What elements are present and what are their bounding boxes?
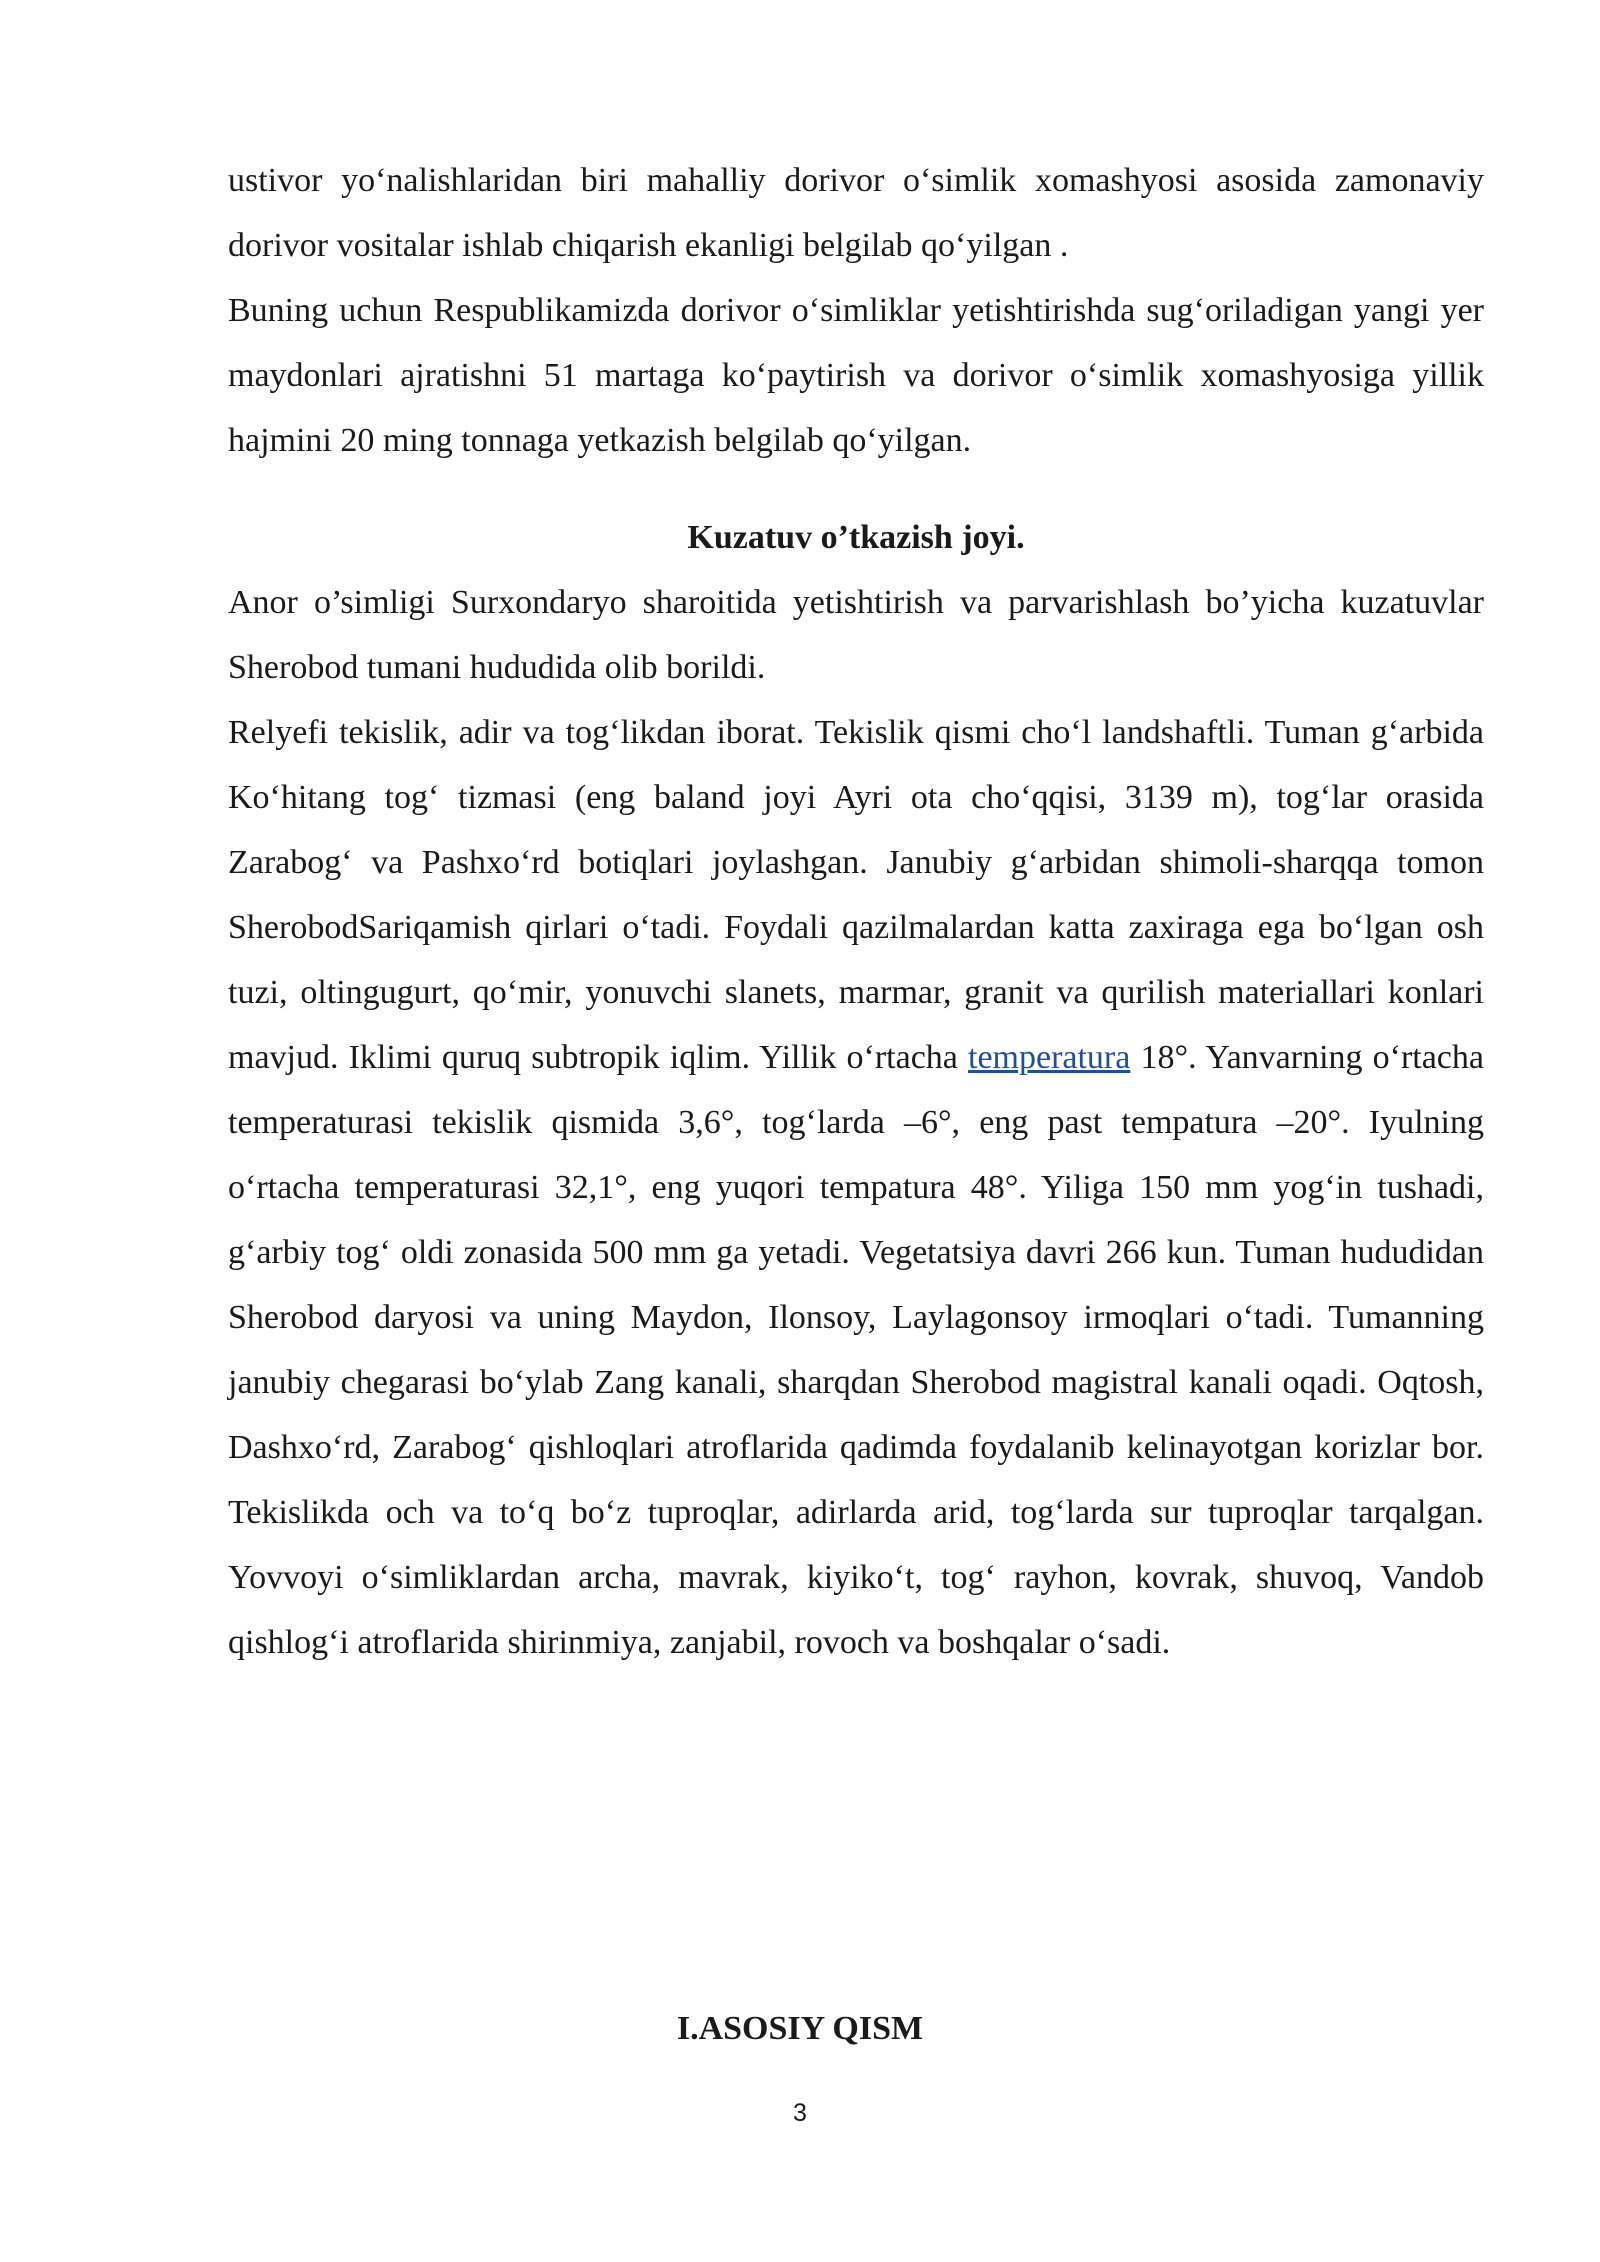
paragraph-respublika: Buning uchun Respublikamizda dorivor o‘simliklar yetishtirishda sug‘oriladigan yangi yer maydonlari ajratishni 51 martaga ko‘paytirish va dorivor o‘simlik xomashyosiga yillik hajmini 20 ming tonnaga yetkazish belgilab qo‘yilgan. <box>228 292 1484 459</box>
page-number: 3 <box>793 2099 807 2127</box>
paragraph-intro: ustivor yo‘nalishlaridan biri mahalliy dorivor o‘simlik xomashyosi asosida zamonaviy dorivor vositalar ishlab chiqarish ekanligi belgilab qo‘yilgan . <box>228 162 1484 264</box>
section-heading-kuzatuv: Kuzatuv o’tkazish joyi. <box>687 519 1025 556</box>
paragraph-relyef-text-1: Relyefi tekislik, adir va tog‘likdan iborat. Tekislik qismi cho‘l landshaftli. Tuman g‘arbida Ko‘hitang tog‘ tizmasi (eng baland joyi Ayri ota cho‘qqisi, 3139 m), tog‘lar orasida Zarabog‘ va Pashxo‘rd botiqlari joylashgan. Janubiy g‘arbidan shimoli-sharqqa tomon SherobodSariqamish qirlari o‘tadi. Foydali qazilmalardan katta zaxiraga ega bo‘lgan osh tuzi, oltingugurt, qo‘mir, yonuvchi slanets, marmar, granit va qurilish materiallari konlari mavjud. Iklimi quruq subtropik iqlim. Yillik o‘rtacha <box>228 714 1484 1076</box>
temperatura-link[interactable]: temperatura <box>968 1039 1131 1076</box>
paragraph-anor: Anor o’simligi Surxondaryo sharoitida yetishtirish va parvarishlash bo’yicha kuzatuvlar Sherobod tumani hududida olib borildi. <box>228 584 1484 686</box>
document-page <box>228 148 1484 1675</box>
paragraph-relyef-text-2: 18°. Yanvarning o‘rtacha temperaturasi tekislik qismida 3,6°, tog‘larda –6°, eng past tempatura –20°. Iyulning o‘rtacha temperaturasi 32,1°, eng yuqori tempatura 48°. Yiliga 150 mm yog‘in tushadi, g‘arbiy tog‘ oldi zonasida 500 mm ga yetadi. Vegetatsiya davri 266 kun. Tuman hududidan Sherobod daryosi va uning Maydon, Ilonsoy, Laylagonsoy irmoqlari o‘tadi. Tumanning janubiy chegarasi bo‘ylab Zang kanali, sharqdan Sherobod magistral kanali oqadi. Oqtosh, Dashxo‘rd, Zarabog‘ qishloqlari atroflarida qadimda foydalanib kelinayotgan korizlar bor. Tekislikda och va to‘q bo‘z tuproqlar, adirlarda arid, tog‘larda sur tuproqlar tarqalgan. Yovvoyi o‘simliklardan archa, mavrak, kiyiko‘t, tog‘ rayhon, kovrak, shuvoq, Vandob qishlog‘i atroflarida shirinmiya, zanjabil, rovoch va boshqalar o‘sadi. <box>228 1039 1484 1661</box>
section-heading-asosiy: I.ASOSIY QISM <box>676 2010 924 2047</box>
paragraph-relyef <box>228 700 1484 1675</box>
